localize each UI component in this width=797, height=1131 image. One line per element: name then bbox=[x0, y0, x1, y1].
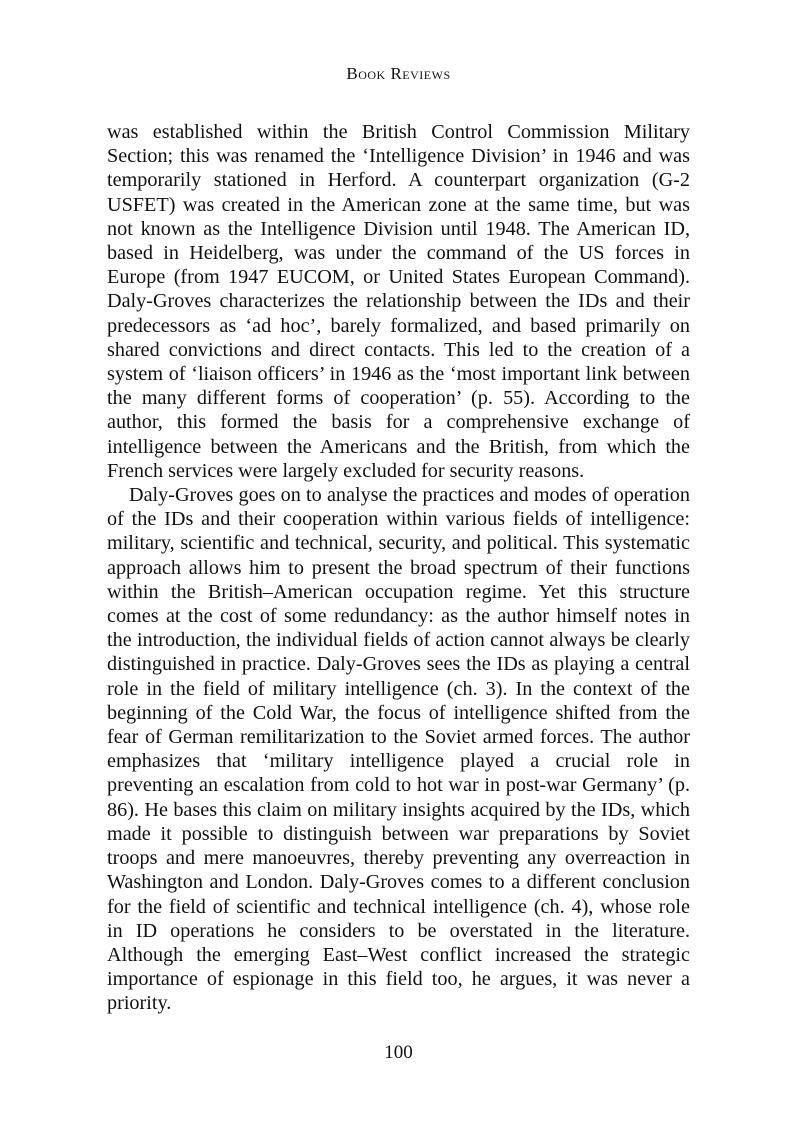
body-text bbox=[107, 120, 690, 1016]
paragraph-2: Daly-Groves goes on to analyse the practices and modes of operation of the IDs and their cooperation within various fields of intelligence: military, scientific and technical, security, and political. This systematic approach allows him to present the broad spectrum of their functions within the British–American occupation regime. Yet this structure comes at the cost of some redundancy: as the author himself notes in the introduction, the individual fields of action cannot always be clearly distinguished in practice. Daly-Groves sees the IDs as playing a central role in the field of military intelligence (ch. 3). In the context of the beginning of the Cold War, the focus of intelligence shifted from the fear of German remilitarization to the Soviet armed forces. The author emphasizes that ‘military intelligence played a crucial role in preventing an escalation from cold to hot war in post-war Germany’ (p. 86). He bases this claim on military insights acquired by the IDs, which made it possible to distinguish between war preparations by Soviet troops and mere manoeuvres, thereby preventing any overreaction in Washington and London. Daly-Groves comes to a different conclusion for the field of scientific and technical intelligence (ch. 4), whose role in ID operations he considers to be overstated in the literature. Although the emerging East–West conflict increased the strategic importance of espionage in this field too, he argues, it was never a priority. bbox=[107, 484, 690, 1015]
paragraph-1: was established within the British Control Commission Military Section; this was renamed the ‘Intelligence Division’ in 1946 and was temporarily stationed in Herford. A counterpart organization (G-2 USFET) was created in the American zone at the same time, but was not known as the Intelligence Division until 1948. The American ID, based in Heidelberg, was under the command of the US forces in Europe (from 1947 EUCOM, or United States European Command). Daly-Groves characterizes the relationship between the IDs and their predecessors as ‘ad hoc’, barely formalized, and based primarily on shared convictions and direct contacts. This led to the creation of a system of ‘liaison officers’ in 1946 as the ‘most important link between the many different forms of cooperation’ (p. 55). According to the author, this formed the basis for a comprehensive exchange of intelligence between the Americans and the British, from which the French services were largely excluded for security reasons. bbox=[107, 121, 690, 482]
running-head: Book Reviews bbox=[346, 64, 451, 83]
page-number: 100 bbox=[384, 1042, 413, 1063]
